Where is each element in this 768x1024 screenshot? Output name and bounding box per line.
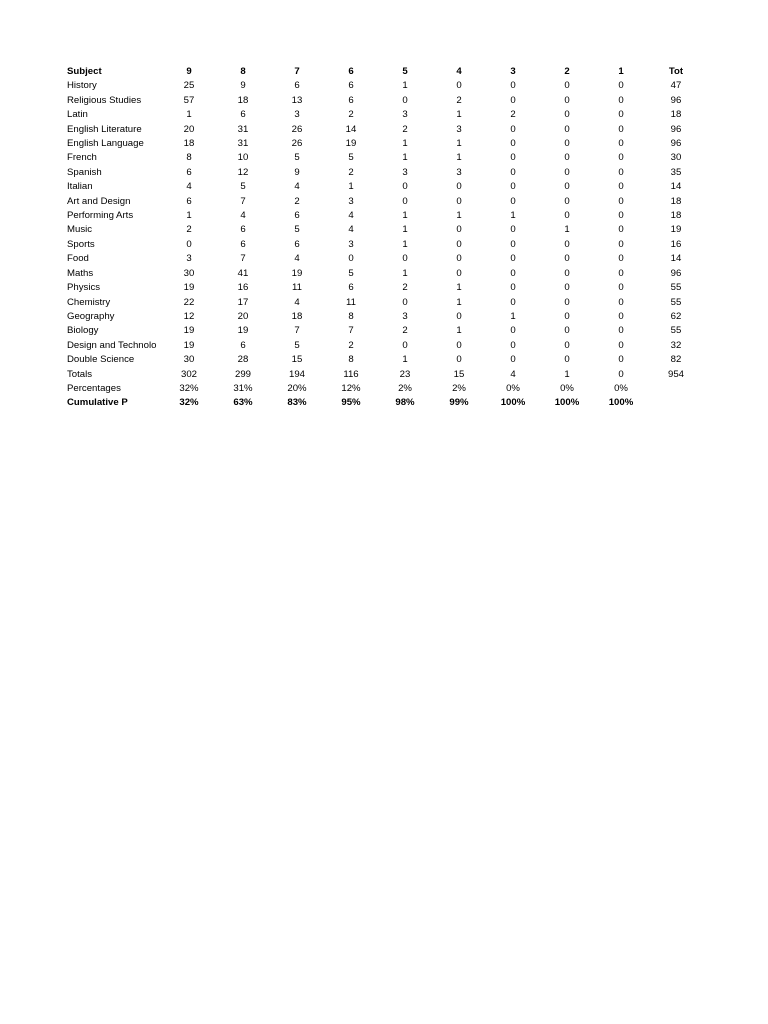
grade-count-cell: 0 (510, 253, 516, 265)
totals-cell: 15 (453, 368, 465, 380)
grade-count-cell: 22 (183, 296, 195, 308)
grade-count-cell: 2 (186, 224, 192, 236)
grade-count-cell: 19 (345, 138, 357, 150)
grade-count-cell: 7 (294, 325, 300, 337)
subject-name: Physics (67, 282, 101, 294)
subject-name: English Language (67, 138, 144, 150)
subject-name: Italian (67, 181, 93, 193)
grade-count-cell: 5 (240, 181, 246, 193)
table-row (64, 324, 704, 338)
cumulative-cell: 95% (341, 397, 361, 409)
grade-count-cell: 0 (510, 238, 516, 250)
table-row (64, 296, 704, 310)
row-total-cell: 30 (670, 152, 682, 164)
grade-count-cell: 0 (618, 267, 624, 279)
grade-count-cell: 3 (294, 109, 300, 121)
grade-count-cell: 1 (456, 109, 462, 121)
grade-count-cell: 5 (294, 224, 300, 236)
grade-count-cell: 1 (402, 210, 408, 222)
totals-cell: 23 (399, 368, 411, 380)
totals-row (64, 368, 704, 382)
grade-count-cell: 0 (564, 267, 570, 279)
grade-count-cell: 0 (510, 94, 516, 106)
grade-count-cell: 8 (186, 152, 192, 164)
table-row (64, 79, 704, 93)
grade-count-cell: 30 (183, 267, 195, 279)
grade-count-cell: 19 (237, 325, 249, 337)
grade-count-cell: 0 (618, 224, 624, 236)
subject-name: Sports (67, 238, 95, 250)
subject-name: English Literature (67, 123, 142, 135)
grade-count-cell: 4 (240, 210, 246, 222)
grade-count-cell: 3 (402, 166, 408, 178)
grade-count-cell: 1 (402, 80, 408, 92)
grade-count-cell: 14 (345, 123, 357, 135)
row-total-cell: 35 (670, 166, 682, 178)
grade-count-cell: 1 (456, 210, 462, 222)
grade-count-cell: 0 (456, 339, 462, 351)
row-total-cell: 62 (670, 310, 682, 322)
grade-count-cell: 0 (564, 152, 570, 164)
table-body (64, 65, 704, 411)
cumulative-row (64, 396, 704, 410)
grade-count-cell: 0 (510, 195, 516, 207)
subject-name: Food (67, 253, 89, 265)
grade-count-cell: 0 (456, 181, 462, 193)
grade-count-cell: 0 (564, 80, 570, 92)
grade-count-cell: 0 (618, 354, 624, 366)
grade-count-cell: 10 (237, 152, 249, 164)
grade-count-cell: 18 (291, 310, 303, 322)
cumulative-cell: 99% (449, 397, 469, 409)
subject-name: Performing Arts (67, 210, 134, 222)
grade-count-cell: 0 (348, 253, 354, 265)
grade-count-cell: 6 (240, 109, 246, 121)
grade-count-cell: 19 (183, 339, 195, 351)
grade-count-cell: 4 (294, 253, 300, 265)
grade-count-cell: 0 (456, 224, 462, 236)
table-row (64, 94, 704, 108)
grade-count-cell: 19 (183, 325, 195, 337)
grade-count-cell: 0 (402, 181, 408, 193)
header-grade-1: 1 (618, 66, 624, 77)
grade-count-cell: 0 (510, 138, 516, 150)
grade-count-cell: 0 (618, 94, 624, 106)
row-total-cell: 18 (670, 109, 682, 121)
grade-count-cell: 0 (618, 80, 624, 92)
row-total-cell: 14 (670, 253, 682, 265)
row-total-cell: 96 (670, 138, 682, 150)
percentage-cell: 31% (233, 382, 253, 394)
grade-count-cell: 4 (186, 181, 192, 193)
grade-count-cell: 0 (618, 109, 624, 121)
grade-count-cell: 6 (186, 195, 192, 207)
grade-count-cell: 13 (291, 94, 303, 106)
grade-count-cell: 1 (456, 282, 462, 294)
grade-count-cell: 0 (564, 354, 570, 366)
grade-count-cell: 5 (348, 267, 354, 279)
grade-count-cell: 0 (618, 339, 624, 351)
grade-count-cell: 1 (186, 210, 192, 222)
grade-count-cell: 0 (510, 282, 516, 294)
grade-count-cell: 0 (510, 123, 516, 135)
totals-cell: 0 (618, 368, 624, 380)
grade-count-cell: 1 (456, 296, 462, 308)
row-total-cell: 18 (670, 195, 682, 207)
grade-count-cell: 0 (564, 310, 570, 322)
grade-count-cell: 0 (564, 166, 570, 178)
grade-count-cell: 1 (402, 354, 408, 366)
grade-count-cell: 0 (618, 152, 624, 164)
row-total-cell: 32 (670, 339, 682, 351)
row-total-cell: 19 (670, 224, 682, 236)
grade-count-cell: 30 (183, 354, 195, 366)
grade-count-cell: 0 (510, 181, 516, 193)
header-grade-6: 6 (348, 66, 354, 77)
grade-count-cell: 6 (294, 80, 300, 92)
grade-count-cell: 6 (348, 80, 354, 92)
grade-count-cell: 19 (291, 267, 303, 279)
row-total-cell: 55 (670, 296, 682, 308)
grade-count-cell: 0 (564, 109, 570, 121)
grade-count-cell: 0 (456, 80, 462, 92)
header-grade-3: 3 (510, 66, 516, 77)
subject-name: Spanish (67, 166, 102, 178)
grade-count-cell: 1 (402, 152, 408, 164)
grade-count-cell: 0 (618, 210, 624, 222)
grade-count-cell: 19 (183, 282, 195, 294)
grade-count-cell: 0 (564, 123, 570, 135)
grade-count-cell: 25 (183, 80, 195, 92)
subject-name: Design and Technolo (67, 339, 157, 351)
table-row (64, 195, 704, 209)
grade-count-cell: 0 (402, 94, 408, 106)
table-row (64, 281, 704, 295)
header-total: Tot (668, 66, 684, 77)
cumulative-cell: 100% (554, 397, 580, 409)
table-row (64, 339, 704, 353)
table-row (64, 267, 704, 281)
cumulative-cell: 98% (395, 397, 415, 409)
grade-count-cell: 0 (510, 354, 516, 366)
grade-count-cell: 9 (294, 166, 300, 178)
grade-count-cell: 2 (348, 109, 354, 121)
grade-count-cell: 0 (456, 253, 462, 265)
table-row (64, 209, 704, 223)
cumulative-label: Cumulative P (67, 397, 128, 409)
grade-count-cell: 1 (510, 310, 516, 322)
header-grade-9: 9 (186, 66, 192, 77)
grade-count-cell: 0 (510, 339, 516, 351)
grade-count-cell: 31 (237, 123, 249, 135)
grade-count-cell: 0 (618, 123, 624, 135)
percentage-cell: 32% (179, 382, 199, 394)
grade-count-cell: 0 (618, 282, 624, 294)
grade-count-cell: 1 (456, 325, 462, 337)
percentage-cell: 0% (560, 382, 574, 394)
grade-count-cell: 2 (294, 195, 300, 207)
row-total-cell: 16 (670, 238, 682, 250)
grade-count-cell: 3 (402, 109, 408, 121)
percentage-cell: 0% (614, 382, 628, 394)
table-row (64, 151, 704, 165)
grade-count-cell: 1 (348, 181, 354, 193)
grade-count-cell: 0 (618, 310, 624, 322)
grade-count-cell: 6 (348, 282, 354, 294)
grade-count-cell: 0 (510, 224, 516, 236)
grade-count-cell: 2 (402, 282, 408, 294)
grade-count-cell: 0 (564, 210, 570, 222)
grade-count-cell: 0 (564, 325, 570, 337)
grade-count-cell: 0 (564, 253, 570, 265)
table-row (64, 123, 704, 137)
percentage-cell: 2% (452, 382, 466, 394)
grade-count-cell: 1 (456, 138, 462, 150)
grade-count-cell: 2 (348, 339, 354, 351)
grade-count-cell: 8 (348, 310, 354, 322)
grade-count-cell: 31 (237, 138, 249, 150)
grade-count-cell: 0 (510, 152, 516, 164)
grade-count-cell: 1 (510, 210, 516, 222)
grade-count-cell: 0 (510, 80, 516, 92)
percentages-label: Percentages (67, 382, 121, 394)
table-row (64, 238, 704, 252)
grade-count-cell: 6 (294, 210, 300, 222)
grade-count-cell: 0 (564, 238, 570, 250)
grade-count-cell: 6 (294, 238, 300, 250)
grade-count-cell: 15 (291, 354, 303, 366)
grade-count-cell: 3 (456, 166, 462, 178)
grade-count-cell: 1 (402, 224, 408, 236)
grade-count-cell: 0 (402, 339, 408, 351)
grade-count-cell: 0 (510, 325, 516, 337)
grade-count-cell: 7 (240, 253, 246, 265)
grade-count-cell: 3 (186, 253, 192, 265)
row-total-cell: 14 (670, 181, 682, 193)
grade-count-cell: 2 (402, 123, 408, 135)
subject-name: Latin (67, 109, 88, 121)
grade-count-cell: 3 (402, 310, 408, 322)
grade-count-cell: 6 (240, 238, 246, 250)
totals-cell: 4 (510, 368, 516, 380)
grade-count-cell: 4 (294, 296, 300, 308)
grade-count-cell: 2 (348, 166, 354, 178)
grade-count-cell: 0 (618, 166, 624, 178)
table-row (64, 353, 704, 367)
row-total-cell: 96 (670, 94, 682, 106)
cumulative-cell: 63% (233, 397, 253, 409)
subject-name: Maths (67, 267, 94, 279)
grade-count-cell: 18 (237, 94, 249, 106)
grade-count-cell: 0 (186, 238, 192, 250)
header-row (64, 65, 704, 79)
grade-count-cell: 3 (348, 238, 354, 250)
header-grade-7: 7 (294, 66, 300, 77)
grade-count-cell: 7 (240, 195, 246, 207)
grade-count-cell: 4 (294, 181, 300, 193)
grade-count-cell: 9 (240, 80, 246, 92)
grade-count-cell: 26 (291, 138, 303, 150)
grade-count-cell: 0 (456, 238, 462, 250)
grade-count-cell: 7 (348, 325, 354, 337)
subject-name: History (67, 80, 97, 92)
subject-name: Religious Studies (67, 94, 142, 106)
grade-count-cell: 0 (618, 195, 624, 207)
totals-cell: 299 (234, 368, 251, 380)
totals-cell: 1 (564, 368, 570, 380)
grade-count-cell: 1 (564, 224, 570, 236)
row-total-cell: 96 (670, 267, 682, 279)
grade-count-cell: 41 (237, 267, 249, 279)
header-grade-8: 8 (240, 66, 246, 77)
row-total-cell: 82 (670, 354, 682, 366)
row-total-cell: 18 (670, 210, 682, 222)
header-subject: Subject (67, 66, 102, 77)
grade-count-cell: 3 (348, 195, 354, 207)
grade-count-cell: 1 (402, 138, 408, 150)
grade-count-cell: 0 (564, 138, 570, 150)
subject-name: Music (67, 224, 93, 236)
grade-count-cell: 3 (456, 123, 462, 135)
cumulative-cell: 32% (179, 397, 199, 409)
grade-count-cell: 28 (237, 354, 249, 366)
grade-count-cell: 0 (564, 195, 570, 207)
grade-count-cell: 11 (292, 282, 302, 294)
grade-count-cell: 1 (402, 238, 408, 250)
grade-distribution-table (64, 65, 704, 411)
subject-name: French (67, 152, 97, 164)
grade-count-cell: 2 (456, 94, 462, 106)
totals-cell: 194 (288, 368, 305, 380)
percentage-cell: 12% (341, 382, 361, 394)
percentage-cell: 20% (287, 382, 307, 394)
totals-cell: 116 (343, 368, 359, 380)
grade-count-cell: 2 (510, 109, 516, 121)
table-row (64, 108, 704, 122)
grade-count-cell: 0 (618, 325, 624, 337)
grand-total-cell: 954 (667, 368, 684, 380)
grade-count-cell: 0 (510, 296, 516, 308)
grade-count-cell: 1 (402, 267, 408, 279)
grade-count-cell: 17 (237, 296, 249, 308)
subject-name: Geography (67, 310, 115, 322)
grade-count-cell: 1 (186, 109, 192, 121)
grade-count-cell: 0 (564, 296, 570, 308)
table-row (64, 310, 704, 324)
grade-count-cell: 0 (564, 339, 570, 351)
cumulative-cell: 100% (608, 397, 634, 409)
grade-count-cell: 0 (456, 195, 462, 207)
grade-count-cell: 0 (402, 296, 408, 308)
subject-name: Chemistry (67, 296, 111, 308)
header-grade-2: 2 (564, 66, 570, 77)
grade-count-cell: 5 (294, 152, 300, 164)
grade-count-cell: 0 (618, 181, 624, 193)
subject-name: Art and Design (67, 195, 131, 207)
grade-count-cell: 2 (402, 325, 408, 337)
empty-cell (648, 396, 704, 410)
percentage-cell: 2% (398, 382, 412, 394)
grade-count-cell: 16 (237, 282, 249, 294)
grade-count-cell: 11 (346, 296, 356, 308)
header-grade-4: 4 (456, 66, 462, 77)
grade-count-cell: 0 (618, 238, 624, 250)
grade-count-cell: 6 (240, 339, 246, 351)
grade-count-cell: 1 (456, 152, 462, 164)
grade-count-cell: 20 (237, 310, 249, 322)
grade-count-cell: 0 (456, 354, 462, 366)
grade-count-cell: 6 (348, 94, 354, 106)
grade-count-cell: 4 (348, 210, 354, 222)
grade-count-cell: 5 (294, 339, 300, 351)
grade-count-cell: 0 (456, 310, 462, 322)
grade-count-cell: 8 (348, 354, 354, 366)
empty-cell (648, 382, 704, 396)
percentage-cell: 0% (506, 382, 520, 394)
grade-count-cell: 12 (183, 310, 195, 322)
grade-count-cell: 6 (186, 166, 192, 178)
grade-count-cell: 0 (564, 282, 570, 294)
totals-label: Totals (67, 368, 93, 380)
grade-count-cell: 0 (510, 166, 516, 178)
table-row (64, 166, 704, 180)
grade-count-cell: 0 (402, 195, 408, 207)
grade-count-cell: 26 (291, 123, 303, 135)
table-row (64, 137, 704, 151)
totals-cell: 302 (180, 368, 197, 380)
header-grade-5: 5 (402, 66, 408, 77)
grade-count-cell: 18 (183, 138, 195, 150)
row-total-cell: 55 (670, 282, 682, 294)
grade-count-cell: 0 (618, 138, 624, 150)
grade-count-cell: 6 (240, 224, 246, 236)
table-row (64, 223, 704, 237)
row-total-cell: 96 (670, 123, 682, 135)
grade-count-cell: 0 (564, 94, 570, 106)
grade-count-cell: 57 (183, 94, 195, 106)
grade-count-cell: 20 (183, 123, 195, 135)
subject-name: Double Science (67, 354, 135, 366)
grade-count-cell: 0 (510, 267, 516, 279)
grade-count-cell: 4 (348, 224, 354, 236)
table-row (64, 252, 704, 266)
subject-name: Biology (67, 325, 99, 337)
cumulative-cell: 83% (287, 397, 307, 409)
row-total-cell: 55 (670, 325, 682, 337)
grade-count-cell: 0 (564, 181, 570, 193)
cumulative-cell: 100% (500, 397, 526, 409)
grade-count-cell: 0 (402, 253, 408, 265)
row-total-cell: 47 (670, 80, 682, 92)
grade-count-cell: 0 (456, 267, 462, 279)
grade-count-cell: 12 (237, 166, 249, 178)
grade-count-cell: 5 (348, 152, 354, 164)
percentages-row (64, 382, 704, 396)
table-row (64, 180, 704, 194)
grade-count-cell: 0 (618, 253, 624, 265)
grade-count-cell: 0 (618, 296, 624, 308)
